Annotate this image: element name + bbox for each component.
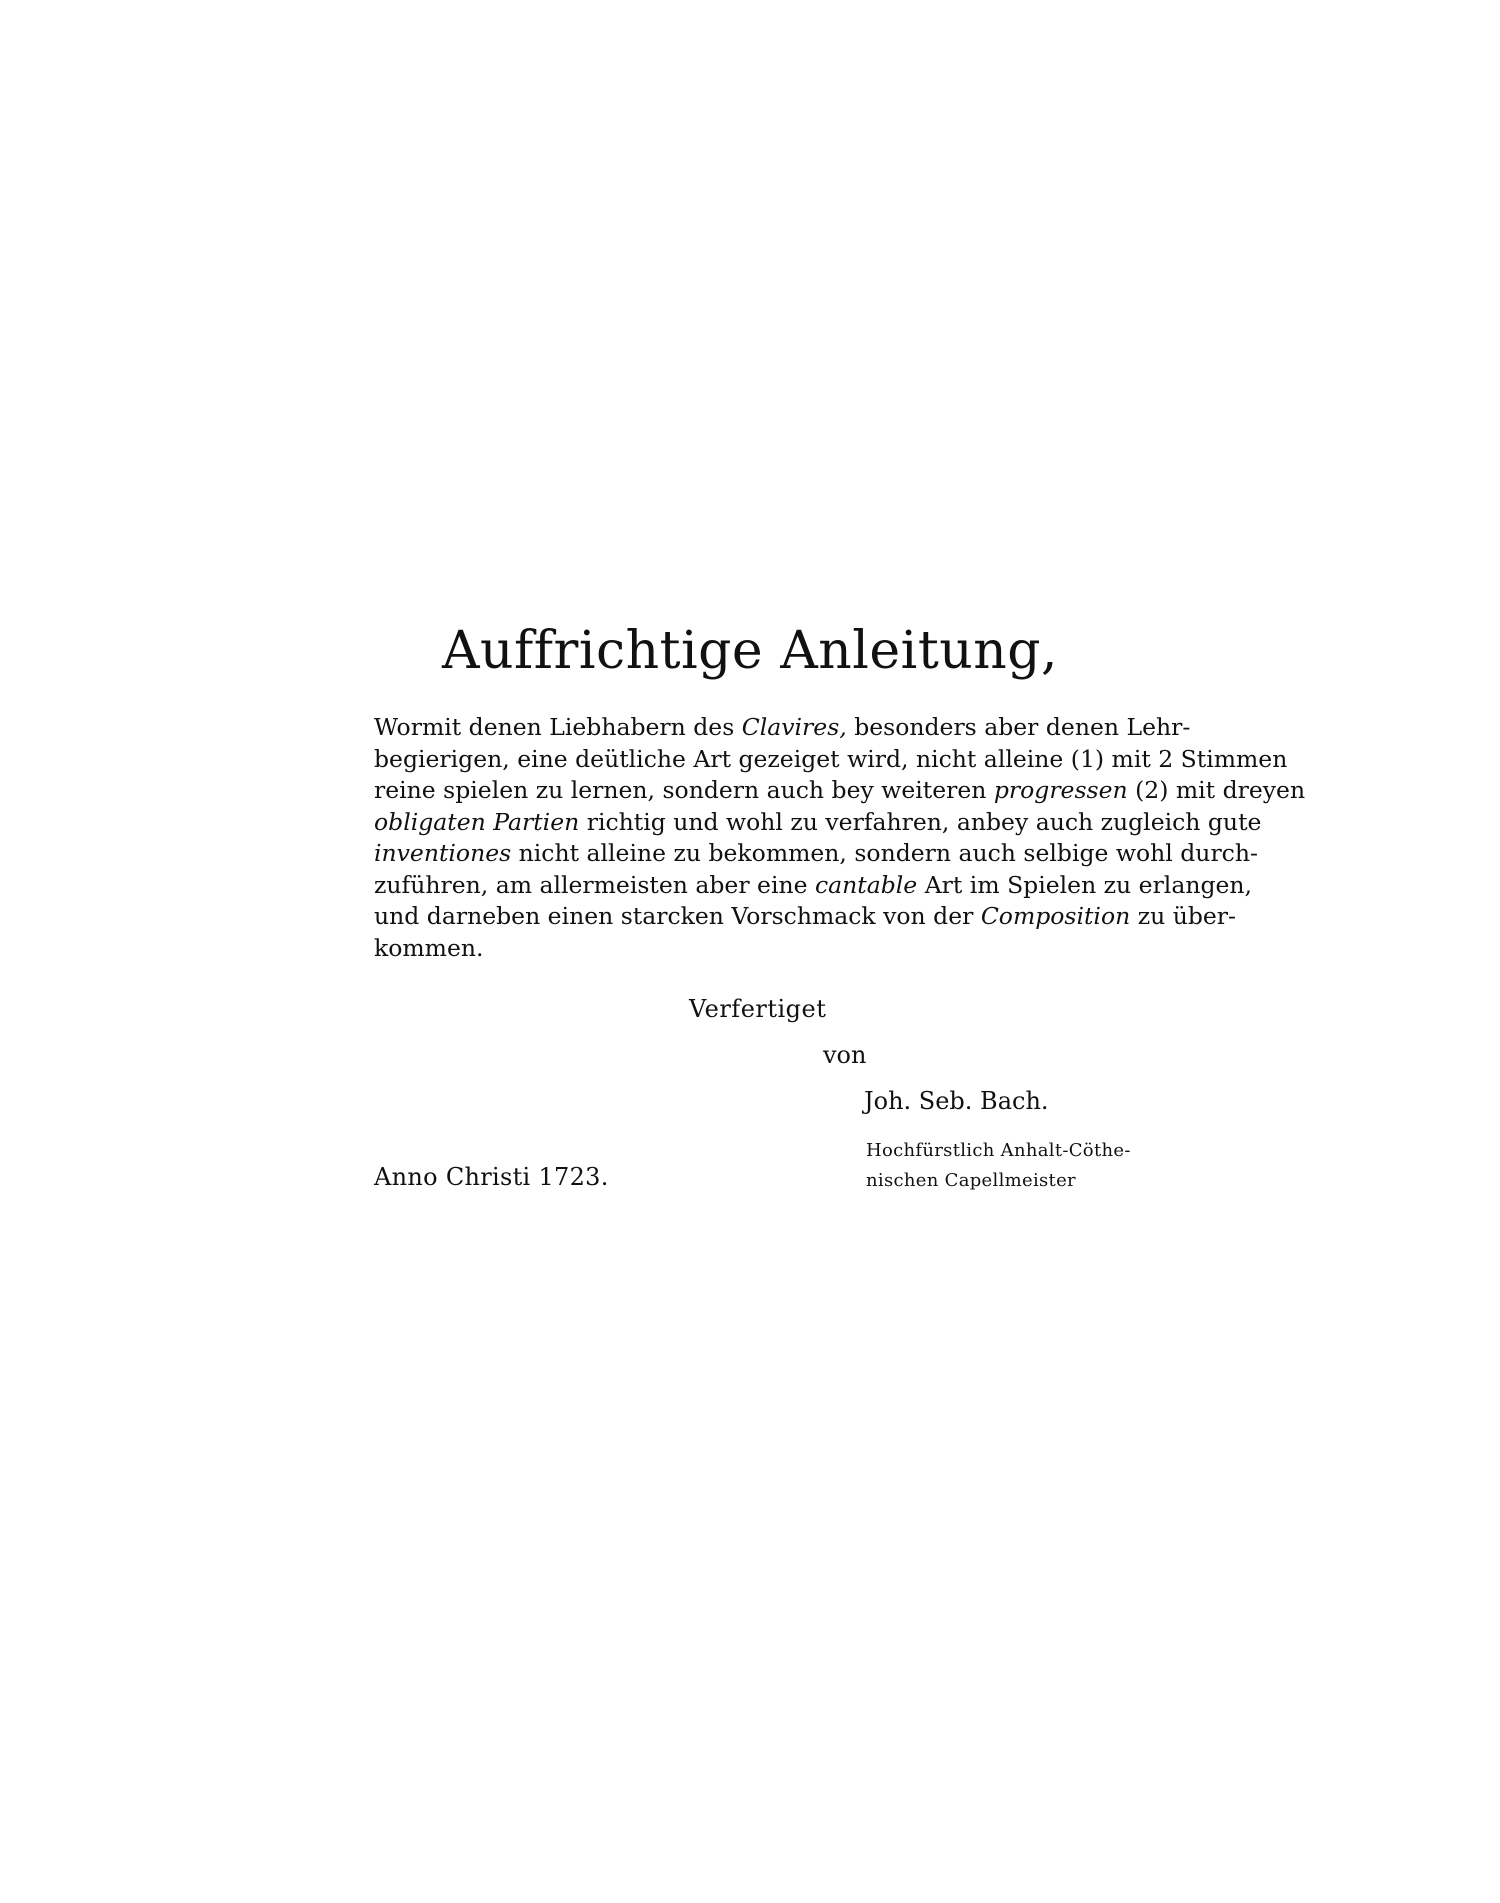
page-title: Auffrichtige Anleitung, — [441, 621, 1059, 681]
description-line: kommen. — [374, 933, 484, 962]
author-position-line: nischen Capellmeister — [866, 1170, 1076, 1191]
description-line: begierigen, eine deütliche Art gezeiget wird, nicht alleine (1) mit 2 Stimmen — [374, 744, 1288, 773]
verfertiget-label: Verfertiget — [689, 995, 827, 1023]
description-line: zuführen, am allermeisten aber eine cantable Art im Spielen zu erlangen, — [374, 870, 1253, 899]
description-paragraph — [374, 712, 1306, 964]
italic-term: Clavires, — [741, 713, 847, 741]
author-name: Joh. Seb. Bach. — [864, 1087, 1049, 1115]
description-line: reine spielen zu lernen, sondern auch bey weiteren progressen (2) mit dreyen — [374, 776, 1306, 804]
italic-term: inventiones — [374, 839, 512, 867]
italic-term: progressen — [993, 776, 1128, 804]
description-line: und darneben einen starcken Vorschmack von der Composition zu über- — [374, 902, 1236, 930]
description-line: inventiones nicht alleine zu bekommen, sondern auch selbige wohl durch- — [374, 839, 1258, 867]
von-label: von — [823, 1041, 867, 1069]
description-line: obligaten Partien richtig und wohl zu verfahren, anbey auch zugleich gute — [374, 807, 1262, 836]
author-position — [866, 1136, 1131, 1196]
description-line: Wormit denen Liebhabern des Clavires, besonders aber denen Lehr- — [374, 713, 1191, 741]
italic-term: cantable — [814, 870, 918, 899]
date-line: Anno Christi 1723. — [374, 1163, 609, 1191]
author-position-line: Hochfürstlich Anhalt-Cöthe- — [866, 1140, 1131, 1161]
italic-term: Composition — [980, 902, 1131, 930]
italic-term: obligaten Partien — [374, 807, 580, 836]
